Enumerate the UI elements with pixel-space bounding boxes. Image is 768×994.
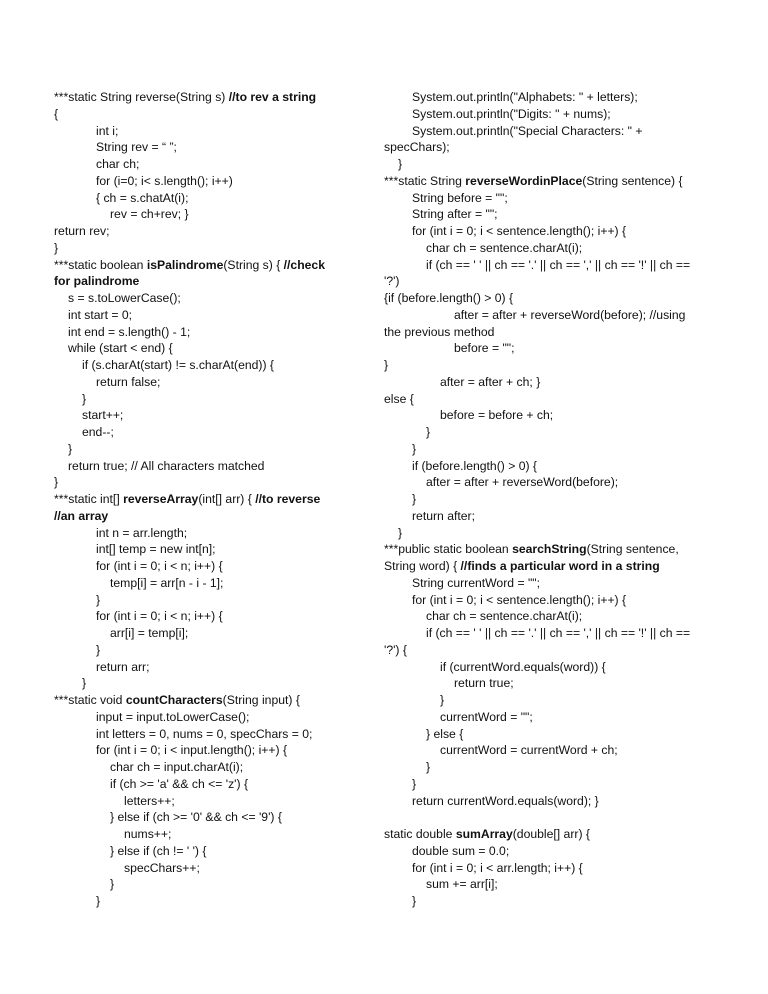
- bold-code-text: //to reverse: [255, 492, 321, 506]
- code-text: {if (before.length() > 0) {: [384, 291, 514, 305]
- code-text: '?'): [384, 274, 400, 289]
- code-text: }: [96, 592, 101, 607]
- code-text: for (int i = 0; i < sentence.length(); i++) {: [412, 592, 627, 607]
- code-text: }: [54, 240, 59, 255]
- code-line: [384, 541, 702, 558]
- code-line: [384, 575, 702, 592]
- bold-code-text: searchString: [512, 542, 587, 557]
- code-text: static double: [384, 827, 456, 841]
- code-line: [384, 156, 702, 173]
- code-text: }: [412, 441, 417, 456]
- code-text: the previous method: [384, 324, 495, 339]
- code-text: (String sentence) {: [582, 173, 683, 188]
- code-line: [384, 106, 702, 123]
- code-text: int n = arr.length;: [96, 525, 188, 540]
- code-text: for (int i = 0; i < sentence.length(); i++) {: [412, 224, 627, 238]
- code-text: end--;: [82, 425, 114, 439]
- code-line: [54, 307, 372, 324]
- code-line: [54, 592, 372, 609]
- code-line: [384, 257, 702, 274]
- code-text: }: [82, 391, 87, 406]
- code-line: [54, 860, 372, 877]
- code-text: String currentWord = "";: [412, 575, 540, 590]
- code-text: return arr;: [96, 659, 150, 674]
- code-text: }: [110, 877, 115, 892]
- code-text: int i;: [96, 123, 119, 138]
- code-line: [54, 474, 372, 491]
- code-line: [384, 843, 702, 860]
- code-text: letters++;: [124, 793, 175, 808]
- code-text: return after;: [412, 508, 475, 523]
- bold-code-text: //finds a particular word in a string: [460, 559, 660, 573]
- code-line: [384, 307, 702, 324]
- code-text: } else {: [426, 726, 464, 741]
- code-line: [54, 809, 372, 826]
- code-line: [54, 659, 372, 676]
- code-text: for (int i = 0; i < input.length(); i++) {: [96, 743, 288, 758]
- code-line: [54, 575, 372, 592]
- code-line: [54, 123, 372, 140]
- code-line: [384, 759, 702, 776]
- code-text: after = after + reverseWord(before); //using: [454, 307, 686, 322]
- code-line: [54, 608, 372, 625]
- code-text: if (currentWord.equals(word)) {: [440, 659, 606, 674]
- code-line: [384, 642, 702, 659]
- code-line: [54, 843, 372, 860]
- code-text: }: [398, 157, 403, 171]
- code-line: [384, 290, 702, 307]
- code-text: s = s.toLowerCase();: [68, 291, 181, 305]
- code-line: [384, 608, 702, 625]
- code-line: [384, 424, 702, 441]
- code-line: [54, 491, 372, 508]
- code-line: [384, 659, 702, 676]
- code-text: }: [412, 776, 417, 791]
- code-line: [54, 876, 372, 893]
- code-text: }: [412, 492, 417, 506]
- code-text: }: [440, 693, 445, 707]
- code-text: ***static void: [54, 693, 126, 707]
- code-line: [384, 692, 702, 709]
- code-line: [384, 223, 702, 240]
- code-text: System.out.println("Special Characters: " +: [412, 123, 643, 138]
- code-line: [54, 893, 372, 910]
- code-line: [384, 240, 702, 257]
- code-line: [384, 860, 702, 877]
- code-text: int letters = 0, nums = 0, specChars = 0;: [96, 726, 313, 741]
- code-text: }: [426, 425, 431, 439]
- code-line: [384, 324, 702, 341]
- code-text: return currentWord.equals(word); }: [412, 793, 599, 808]
- code-text: (String input) {: [222, 693, 300, 707]
- code-text: }: [398, 525, 403, 540]
- code-line: [384, 826, 702, 843]
- bold-code-text: //to rev a string: [228, 90, 317, 104]
- code-line: [54, 273, 372, 290]
- code-line: [384, 190, 702, 207]
- code-line: [54, 206, 372, 223]
- code-line: [54, 290, 372, 307]
- code-text: specChars++;: [124, 860, 200, 875]
- code-text: while (start < end) {: [68, 341, 173, 356]
- code-line: [384, 742, 702, 759]
- code-text: }: [54, 475, 59, 490]
- code-line: [54, 525, 372, 542]
- code-text: String before = "";: [412, 190, 508, 205]
- code-text: } else if (ch != ' ') {: [110, 843, 207, 858]
- code-text: (String sentence,: [586, 542, 679, 557]
- code-line: [54, 173, 372, 190]
- code-text: start++;: [82, 408, 124, 423]
- code-line: [384, 123, 702, 140]
- code-text: }: [426, 760, 431, 774]
- code-line: [54, 709, 372, 726]
- code-line: [54, 558, 372, 575]
- code-line: [54, 324, 372, 341]
- code-line: [384, 793, 702, 810]
- code-line: [384, 675, 702, 692]
- code-text: }: [68, 441, 73, 456]
- code-text: before = before + ch;: [440, 408, 554, 423]
- code-text: else {: [384, 391, 414, 406]
- code-text: for (int i = 0; i < n; i++) {: [96, 609, 223, 624]
- code-line: [54, 793, 372, 810]
- bold-code-text: //an array: [54, 508, 109, 523]
- code-text: for (int i = 0; i < arr.length; i++) {: [412, 860, 583, 875]
- code-text: (int[] arr) {: [198, 492, 256, 506]
- code-line: [384, 441, 702, 458]
- code-line: [54, 759, 372, 776]
- code-line: [54, 407, 372, 424]
- bold-code-text: for palindrome: [54, 274, 140, 289]
- code-line: [54, 223, 372, 240]
- code-line: [54, 357, 372, 374]
- code-text: ***public static boolean: [384, 542, 513, 557]
- code-line: [54, 826, 372, 843]
- code-line: [384, 458, 702, 475]
- code-text: }: [384, 358, 389, 372]
- code-text: return rev;: [54, 224, 110, 238]
- code-text: if (ch == ' ' || ch == '.' || ch == ',' || ch == '!' || ch ==: [426, 626, 691, 640]
- code-line: [384, 491, 702, 508]
- code-text: for (int i = 0; i < n; i++) {: [96, 559, 223, 573]
- code-text: double sum = 0.0;: [412, 843, 510, 858]
- bold-code-text: isPalindrome: [146, 257, 224, 272]
- bold-code-text: countCharacters: [125, 693, 223, 707]
- bold-code-text: reverseArray: [123, 492, 199, 506]
- code-text: ***static boolean: [54, 257, 147, 272]
- code-line: [54, 541, 372, 558]
- code-text: System.out.println("Alphabets: " + letters);: [412, 90, 638, 104]
- code-text: before = "";: [454, 341, 515, 356]
- code-text: specChars);: [384, 140, 450, 155]
- code-line: [54, 190, 372, 207]
- code-text: if (before.length() > 0) {: [412, 458, 537, 473]
- code-line: [54, 89, 372, 106]
- code-text: return true;: [454, 676, 514, 691]
- code-text: temp[i] = arr[n - i - 1];: [110, 575, 224, 590]
- code-text: ***static int[]: [54, 492, 124, 506]
- bold-code-text: reverseWordinPlace: [465, 173, 583, 188]
- code-line: [384, 776, 702, 793]
- code-line: [384, 89, 702, 106]
- code-line: [54, 726, 372, 743]
- left-code-column: [54, 89, 372, 910]
- code-text: if (s.charAt(start) != s.charAt(end)) {: [82, 358, 275, 372]
- code-line: [54, 508, 372, 525]
- code-text: after = after + reverseWord(before);: [426, 475, 619, 490]
- code-line: [384, 273, 702, 290]
- code-line: [54, 240, 372, 257]
- code-line: [54, 441, 372, 458]
- code-text: { ch = s.chatAt(i);: [96, 190, 189, 205]
- code-line: [384, 709, 702, 726]
- code-text: currentWord = "";: [440, 709, 533, 724]
- code-text: input = input.toLowerCase();: [96, 709, 250, 724]
- code-text: arr[i] = temp[i];: [110, 626, 189, 640]
- code-text: return false;: [96, 374, 161, 389]
- code-text: int[] temp = new int[n];: [96, 542, 216, 557]
- code-line: [384, 876, 702, 893]
- code-text: currentWord = currentWord + ch;: [440, 743, 618, 758]
- code-text: }: [96, 894, 101, 908]
- code-line: [54, 642, 372, 659]
- code-line: [54, 742, 372, 759]
- code-text: sum += arr[i];: [426, 877, 498, 892]
- code-text: (double[] arr) {: [512, 827, 590, 841]
- code-line: [384, 525, 702, 542]
- code-text: ***static String reverse(String s): [54, 90, 229, 104]
- code-line: [54, 257, 372, 274]
- code-text: }: [82, 676, 87, 691]
- code-line: [54, 424, 372, 441]
- right-code-column: [384, 89, 702, 910]
- code-line: [384, 340, 702, 357]
- code-text: String after = "";: [412, 207, 498, 222]
- code-line: [384, 139, 702, 156]
- code-line: [384, 508, 702, 525]
- code-line: [384, 726, 702, 743]
- code-text: rev = ch+rev; }: [110, 207, 189, 222]
- code-text: char ch = sentence.charAt(i);: [426, 609, 583, 624]
- code-text: } else if (ch >= '0' && ch <= '9') {: [110, 810, 282, 825]
- code-text: int start = 0;: [68, 307, 133, 322]
- code-text: for (i=0; i< s.length(); i++): [96, 173, 233, 188]
- code-text: int end = s.length() - 1;: [68, 324, 191, 339]
- code-line: [384, 391, 702, 408]
- code-line: [54, 776, 372, 793]
- code-line: [384, 173, 702, 190]
- code-line: [384, 357, 702, 374]
- bold-code-text: //check: [283, 257, 325, 272]
- code-text: }: [412, 894, 417, 908]
- bold-code-text: sumArray: [455, 827, 513, 841]
- code-text: {: [54, 106, 59, 121]
- code-line: [384, 407, 702, 424]
- code-text: char ch = sentence.charAt(i);: [426, 240, 583, 255]
- code-line: [384, 374, 702, 391]
- code-text: }: [96, 642, 101, 657]
- code-line: [54, 625, 372, 642]
- code-line: [384, 558, 702, 575]
- code-text: '?') {: [384, 642, 407, 657]
- code-line: [54, 675, 372, 692]
- code-text: return true; // All characters matched: [68, 458, 265, 473]
- code-text: String word) {: [384, 559, 461, 573]
- code-text: nums++;: [124, 827, 172, 841]
- code-line: [54, 340, 372, 357]
- code-text: char ch;: [96, 157, 140, 171]
- code-text: char ch = input.charAt(i);: [110, 760, 244, 774]
- code-text: if (ch == ' ' || ch == '.' || ch == ',' || ch == '!' || ch ==: [426, 257, 691, 272]
- code-text: (String s) {: [223, 257, 284, 272]
- code-text: ***static String: [384, 173, 466, 188]
- code-line: [384, 592, 702, 609]
- code-text: String rev = “ ”;: [96, 140, 177, 155]
- code-line: [54, 391, 372, 408]
- code-line: [54, 139, 372, 156]
- code-line: [384, 206, 702, 223]
- code-line: [384, 474, 702, 491]
- code-line: [54, 106, 372, 123]
- code-line: [54, 156, 372, 173]
- blank-line: [384, 809, 702, 826]
- code-text: System.out.println("Digits: " + nums);: [412, 106, 611, 121]
- code-line: [54, 374, 372, 391]
- code-line: [384, 625, 702, 642]
- code-line: [384, 893, 702, 910]
- code-text: after = after + ch; }: [440, 374, 541, 389]
- code-line: [54, 458, 372, 475]
- code-line: [54, 692, 372, 709]
- code-text: if (ch >= 'a' && ch <= 'z') {: [110, 776, 249, 791]
